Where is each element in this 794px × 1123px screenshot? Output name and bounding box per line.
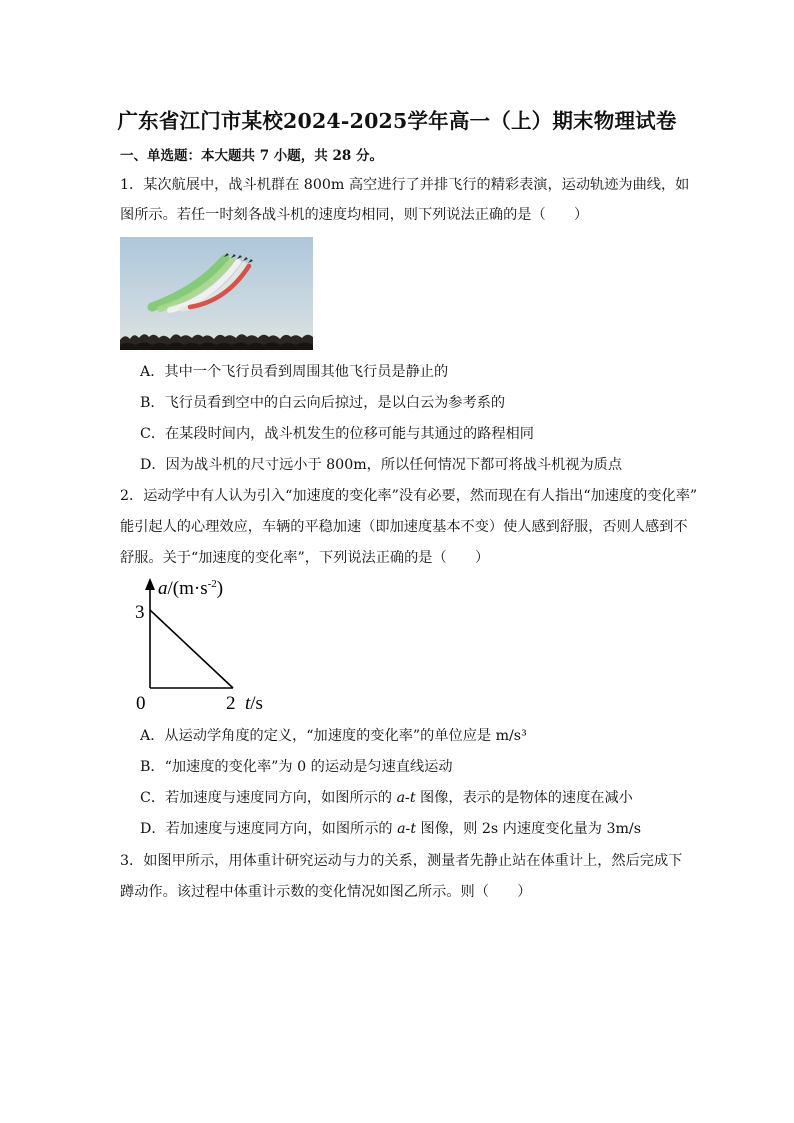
q1-stem-line-2: 图所示。若任一时刻各战斗机的速度均相同，则下列说法正确的是（ ） <box>120 207 589 223</box>
y-axis-label-unit-b: ) <box>216 578 224 599</box>
x-axis-label-var: t <box>245 693 251 714</box>
x-tick-label: 2 <box>226 693 236 714</box>
y-axis-label <box>158 578 223 599</box>
y-axis-label-exp: -2 <box>207 578 217 590</box>
q2-option-b: B．“加速度的变化率”为 0 的运动是匀速直线运动 <box>140 759 453 775</box>
x-axis-label-unit: /s <box>250 693 263 714</box>
q2-option-a: A．从运动学角度的定义，“加速度的变化率”的单位应是 m/s³ <box>140 728 527 744</box>
q2-stem-line-2: 能引起人的心理效应，车辆的平稳加速（即加速度基本不变）使人感到舒服，否则人感到不 <box>120 519 688 535</box>
acceleration-time-graph <box>128 572 278 722</box>
q2-stem-line-1: 2．运动学中有人认为引入“加速度的变化率”没有必要，然而现在有人指出“加速度的变化率” <box>120 488 698 504</box>
q2-option-c-pre: C．若加速度与速度同方向，如图所示的 <box>140 790 397 806</box>
q2-option-d <box>140 819 641 839</box>
y-axis-arrow-icon <box>145 578 155 590</box>
page-title: 广东省江门市某校2024-2025学年高一（上）期末物理试卷 <box>117 109 677 133</box>
x-axis-label <box>245 693 263 714</box>
q2-option-d-var: a-t <box>397 821 417 837</box>
q3-stem-line-1: 3．如图甲所示，用体重计研究运动与力的关系，测量者先静止站在体重计上，然后完成下 <box>120 853 683 869</box>
y-axis-label-var: a <box>158 578 168 599</box>
q2-option-d-post: 图像，则 2s 内速度变化量为 3m/s <box>416 821 641 837</box>
origin-label: 0 <box>136 693 146 714</box>
q1-option-b: B．飞行员看到空中的白云向后掠过，是以白云为参考系的 <box>140 395 506 411</box>
y-tick-label: 3 <box>135 602 145 623</box>
q1-stem-line-1: 1．某次航展中，战斗机群在 800m 高空进行了并排飞行的精彩表演，运动轨迹为曲线，如 <box>120 177 690 193</box>
q2-option-d-pre: D．若加速度与速度同方向，如图所示的 <box>140 821 398 837</box>
section-heading: 一、单选题：本大题共 7 小题，共 28 分。 <box>120 148 383 164</box>
q2-stem-line-3: 舒服。关于“加速度的变化率”，下列说法正确的是（ ） <box>120 550 490 566</box>
plot-line <box>150 610 233 688</box>
q3-stem-line-2: 蹲动作。该过程中体重计示数的变化情况如图乙所示。则（ ） <box>120 884 532 900</box>
q1-option-a: A．其中一个飞行员看到周围其他飞行员是静止的 <box>140 364 449 380</box>
q1-option-c: C．在某段时间内，战斗机发生的位移可能与其通过的路程相同 <box>140 426 534 442</box>
q2-option-c <box>140 788 633 808</box>
q1-option-d: D．因为战斗机的尺寸远小于 800m，所以任何情况下都可将战斗机视为质点 <box>140 457 623 473</box>
q2-option-c-var: a-t <box>396 790 416 806</box>
q2-option-c-post: 图像，表示的是物体的速度在减小 <box>415 790 633 806</box>
airshow-photo <box>120 237 313 350</box>
y-axis-label-unit-a: /(m·s <box>167 578 208 599</box>
